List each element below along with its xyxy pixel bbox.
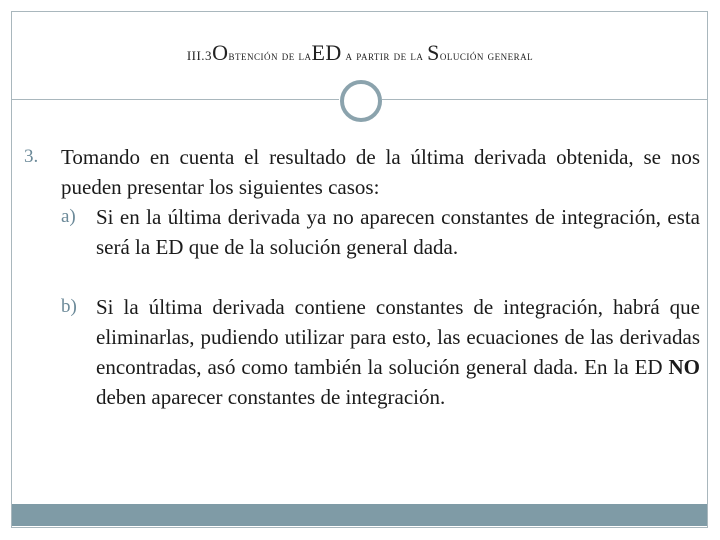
sub-a-text: Si en la última derivada ya no aparecen constantes de integración, esta será la ED que de la solución general dada. [96,205,700,259]
sub-b-text [96,292,700,412]
divider-left [12,99,339,100]
slide-body [24,142,700,412]
footer-bar [12,504,707,526]
sub-item-a [24,202,700,262]
item-number: 3. [24,146,39,167]
title-prefix: III.3 [186,48,213,63]
title-initial-o: O [212,40,229,65]
item-text: Tomando en cuenta el resultado de la última derivada obtenida, se nos pueden presentar los siguientes casos: [61,145,700,199]
slide-title [0,40,720,66]
title-word2-rest: olución general [439,48,534,63]
spacer [24,262,700,292]
list-item-3 [24,142,700,202]
title-word1-rest: btención de la [228,48,312,63]
sub-item-b [24,292,700,412]
sub-b-bold: NO [668,355,700,379]
sub-b-text-before: Si la última derivada contiene constantes de integración, habrá que eliminarlas, pudiendo utilizar para esto, las ecuaciones de las derivadas encontradas, asó como también la solución general dada. En la ED [96,295,700,379]
sub-b-text-after: deben aparecer constantes de integración. [96,385,446,409]
title-mid: a partir de la [341,48,428,63]
sub-a-label: a) [61,206,76,227]
sub-b-label: b) [61,296,77,317]
title-initial-s: S [427,40,440,65]
divider-right [382,99,708,100]
circle-ring-icon [340,80,382,122]
title-ed: ED [311,40,342,65]
